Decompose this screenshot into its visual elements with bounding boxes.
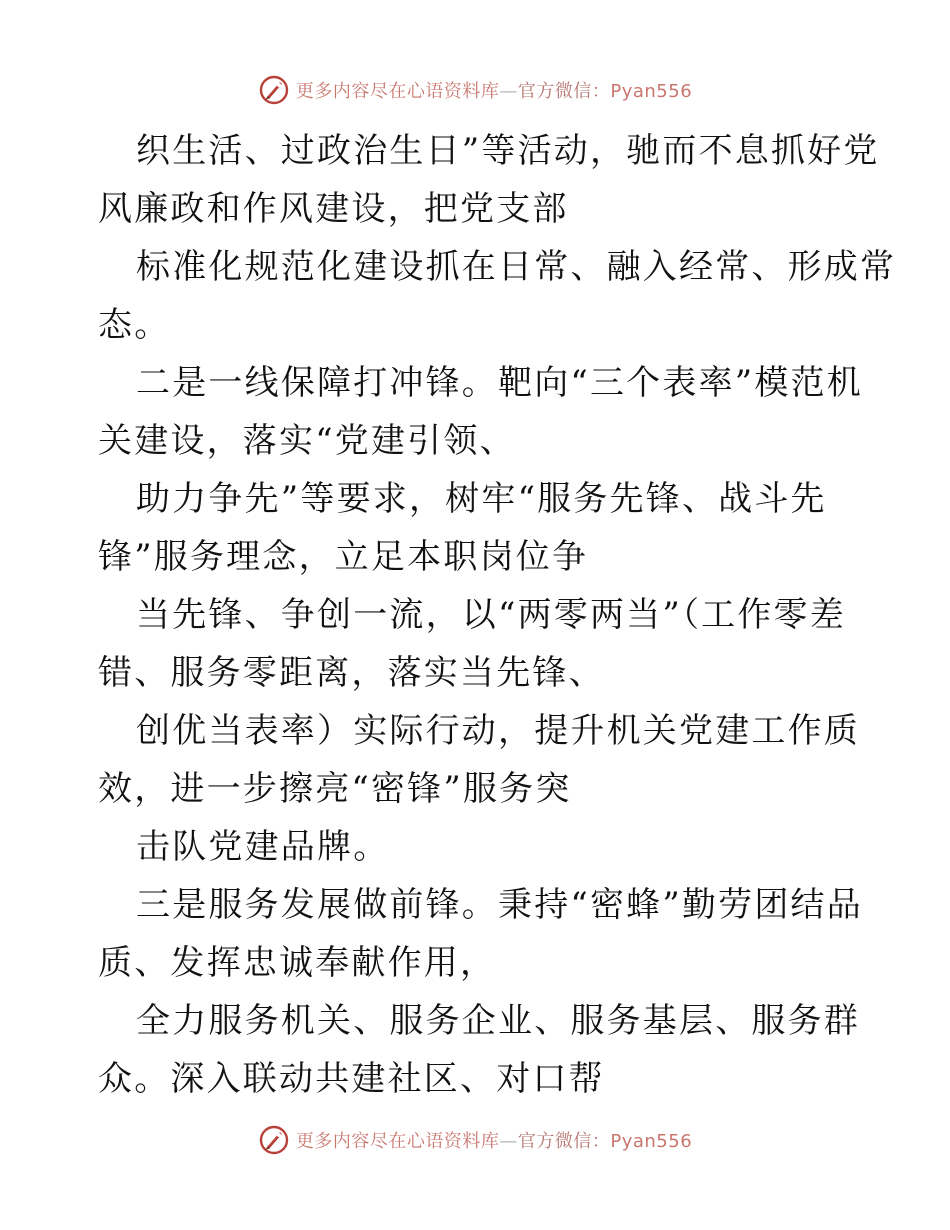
body-line: 击队党建品牌。 [136,827,390,867]
body-line: 标准化规范化建设抓在日常、融入经常、形成常 [136,247,897,287]
body-line: 三是服务发展做前锋。秉持“密蜂”勤劳团结品 [136,885,863,925]
body-line: 效，进一步擦亮“密锋”服务突 [98,769,572,809]
body-line: 助力争先”等要求，树牢“服务先锋、战斗先 [136,479,827,519]
watermark-wechat-id: Pyan556 [610,1131,693,1152]
body-line: 质、发挥忠诚奉献作用， [98,943,497,983]
body-line: 创优当表率）实际行动，提升机关党建工作质 [136,711,860,751]
watermark-separator: — [499,81,518,102]
body-line: 二是一线保障打冲锋。靶向“三个表率”模范机 [136,363,863,403]
body-line: 关建设，落实“党建引领、 [98,421,516,461]
body-line: 错、服务零距离，落实当先锋、 [98,653,605,693]
quill-pen-circle-icon [258,1124,290,1156]
body-line: 态。 [98,305,171,345]
watermark-site-text: 更多内容尽在心语资料库 [295,1131,500,1152]
watermark-wechat-label: 官方微信： [517,81,611,102]
watermark-wechat-label: 官方微信： [517,1131,611,1152]
footer-watermark [0,1120,950,1160]
body-line: 风廉政和作风建设，把党支部 [98,189,569,229]
body-line: 锋”服务理念，立足本职岗位争 [98,537,589,577]
document-body [98,122,897,1108]
header-watermark [0,70,950,110]
watermark-site-text: 更多内容尽在心语资料库 [295,81,500,102]
body-line: 全力服务机关、服务企业、服务基层、服务群 [136,1001,860,1041]
body-line: 织生活、过政治生日”等活动，驰而不息抓好党 [136,131,880,171]
body-line: 当先锋、争创一流，以“两零两当”（工作零差 [136,595,846,635]
watermark-wechat-id: Pyan556 [610,81,693,102]
watermark-separator: — [499,1131,518,1152]
quill-pen-circle-icon [258,74,290,106]
body-line: 众。深入联动共建社区、对口帮 [98,1059,605,1099]
